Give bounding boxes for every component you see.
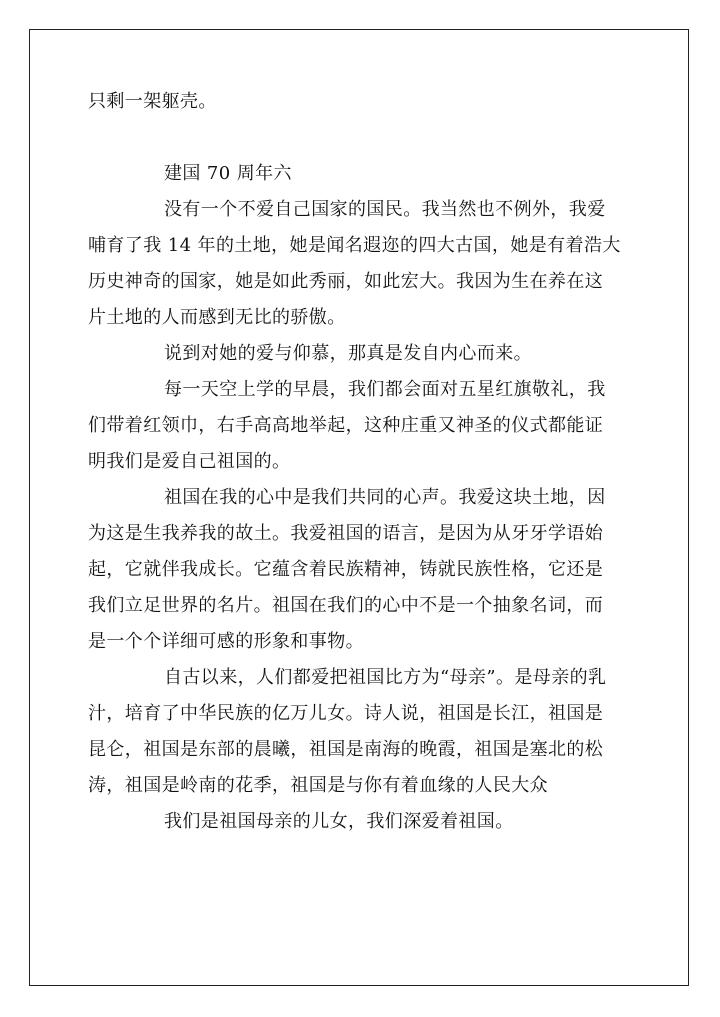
text-line: 们带着红领巾，右手高高地举起，这种庄重又神圣的仪式都能证: [88, 415, 604, 436]
document-body: [88, 84, 638, 840]
paragraph-start: 每一天空上学的早晨，我们都会面对五星红旗敬礼，我: [164, 379, 606, 400]
text-line: 只剩一架躯壳。: [88, 91, 217, 112]
text-line: 为这是生我养我的故土。我爱祖国的语言，是因为从牙牙学语始: [88, 523, 604, 544]
text-line: 昆仑，祖国是东部的晨曦，祖国是南海的晚霞，祖国是塞北的松: [88, 739, 604, 760]
blank-line: [88, 120, 638, 156]
text-line: 我们立足世界的名片。祖国在我们的心中不是一个抽象名词，而: [88, 595, 604, 616]
paragraph-start: 我们是祖国母亲的儿女，我们深爱着祖国。: [164, 811, 514, 832]
paragraph-start: 说到对她的爱与仰慕，那真是发自内心而来。: [164, 343, 532, 364]
paragraph-start: 自古以来，人们都爱把祖国比方为“母亲”。是母亲的乳: [164, 667, 607, 688]
paragraph-start: 没有一个不爱自己国家的国民。我当然也不例外，我爱: [164, 199, 606, 220]
text-line: 起，它就伴我成长。它蕴含着民族精神，铸就民族性格，它还是: [88, 559, 604, 580]
text-line: 明我们是爱自己祖国的。: [88, 451, 291, 472]
paragraph-start: 祖国在我的心中是我们共同的心声。我爱这块土地，因: [164, 487, 606, 508]
text-line: 哺育了我 14 年的土地，她是闻名遐迩的四大古国，她是有着浩大: [88, 235, 621, 256]
text-line: 片土地的人而感到无比的骄傲。: [88, 307, 346, 328]
text-line: 涛，祖国是岭南的花季，祖国是与你有着血缘的人民大众: [88, 775, 548, 796]
text-line: 历史神奇的国家，她是如此秀丽，如此宏大。我因为生在养在这: [88, 271, 604, 292]
section-heading: 建国 70 周年六: [164, 163, 292, 184]
text-line: 是一个个详细可感的形象和事物。: [88, 631, 364, 652]
text-line: 汁，培育了中华民族的亿万儿女。诗人说，祖国是长江，祖国是: [88, 703, 604, 724]
